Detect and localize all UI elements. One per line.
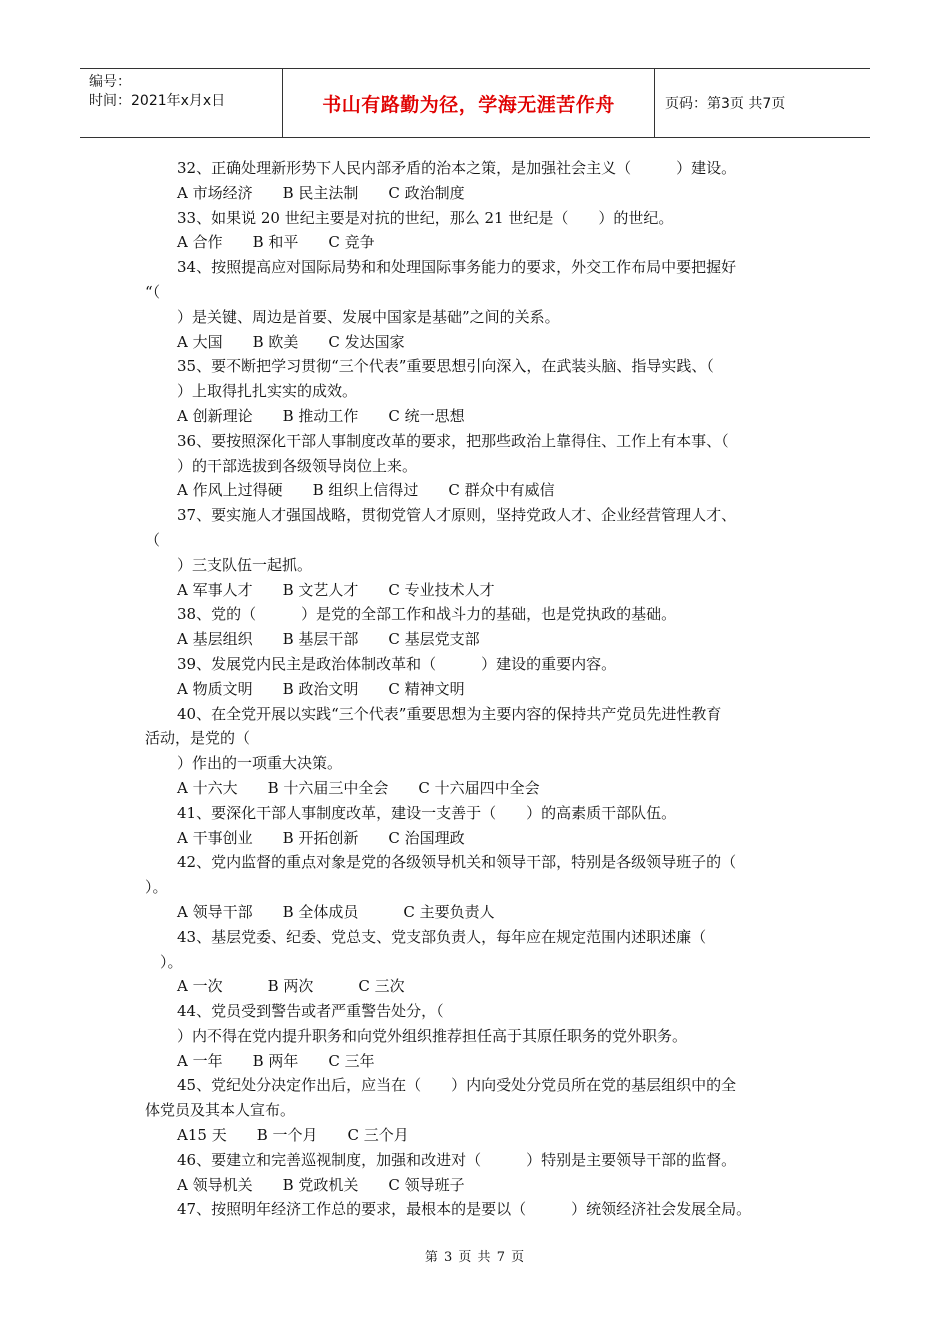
text-line: 44、党员受到警告或者严重警告处分，（	[177, 1002, 444, 1021]
header-meta	[80, 69, 283, 137]
text-line: 37、要实施人才强国战略，贯彻党管人才原则，坚持党政人才、企业经营管理人才、	[177, 506, 737, 525]
text-line: 42、党内监督的重点对象是党的各级领导机关和领导干部，特别是各级领导班子的（	[177, 853, 737, 872]
text-line: 33、如果说 20 世纪主要是对抗的世纪，那么 21 世纪是（ ）的世纪。	[177, 208, 674, 227]
page-footer: 第 3 页 共 7 页	[424, 1250, 526, 1265]
text-line: （	[145, 530, 161, 549]
header-motto-cell	[283, 69, 655, 137]
text-line: A 干事创业 B 开拓创新 C 治国理政	[177, 828, 465, 847]
text-line: A 基层组织 B 基层干部 C 基层党支部	[177, 630, 480, 649]
text-line: 34、按照提高应对国际局势和和处理国际事务能力的要求，外交工作布局中要把握好	[177, 258, 737, 277]
text-line: A 合作 B 和平 C 竞争	[177, 233, 375, 252]
text-line: ）三支队伍一起抓。	[177, 555, 313, 574]
text-line: 活动，是党的（	[145, 729, 251, 748]
text-line: A 物质文明 B 政治文明 C 精神文明	[177, 679, 465, 698]
text-line: 36、要按照深化干部人事制度改革的要求，把那些政治上靠得住、工作上有本事、（	[177, 431, 729, 450]
text-line: A 军事人才 B 文艺人才 C 专业技术人才	[177, 580, 495, 599]
text-line: A 创新理论 B 推动工作 C 统一思想	[177, 406, 465, 425]
text-line: ）。	[145, 878, 168, 897]
text-line: ）。	[145, 952, 183, 971]
text-line: 46、要建立和完善巡视制度，加强和改进对（ ）特别是主要领导干部的监督。	[177, 1150, 737, 1169]
text-line: 体党员及其本人宣布。	[145, 1101, 296, 1120]
document-number-label: 编号：	[89, 74, 131, 90]
text-line: A 作风上过得硬 B 组织上信得过 C 群众中有威信	[177, 481, 555, 500]
document-time-label: 时间：2021年x月x日	[89, 93, 226, 109]
text-line: A 十六大 B 十六届三中全会 C 十六届四中全会	[177, 778, 540, 797]
text-line: 38、党的（ ）是党的全部工作和战斗力的基础，也是党执政的基础。	[177, 605, 677, 624]
text-line: “（	[145, 282, 161, 301]
text-line: A 领导干部 B 全体成员 C 主要负责人	[177, 902, 495, 921]
text-line: A 一次 B 两次 C 三次	[177, 977, 405, 996]
text-line: A15 天 B 一个月 C 三个月	[177, 1126, 409, 1145]
text-line: 45、党纪处分决定作出后，应当在（ ）内向受处分党员所在党的基层组织中的全	[177, 1076, 737, 1095]
text-line: A 市场经济 B 民主法制 C 政治制度	[177, 183, 465, 202]
text-line: ）上取得扎扎实实的成效。	[177, 382, 358, 401]
text-line: A 大国 B 欧美 C 发达国家	[177, 332, 405, 351]
text-line: 35、要不断把学习贯彻“三个代表”重要思想引向深入，在武装头脑、指导实践、（	[177, 357, 714, 376]
text-line: 39、发展党内民主是政治体制改革和（ ）建设的重要内容。	[177, 654, 617, 673]
text-line: 43、基层党委、纪委、党总支、党支部负责人，每年应在规定范围内述职述廉（	[177, 927, 707, 946]
text-line: ）内不得在党内提升职务和向党外组织推荐担任高于其原任职务的党外职务。	[177, 1026, 688, 1045]
text-line: A 领导机关 B 党政机关 C 领导班子	[177, 1175, 465, 1194]
text-line: ）的干部选拔到各级领导岗位上来。	[177, 456, 418, 475]
text-line: A 一年 B 两年 C 三年	[177, 1051, 375, 1070]
text-line: 32、正确处理新形势下人民内部矛盾的治本之策，是加强社会主义（ ）建设。	[177, 159, 737, 177]
document-body	[145, 156, 810, 1222]
text-line: ）是关键、周边是首要、发展中国家是基础”之间的关系。	[177, 307, 560, 326]
page-header	[80, 68, 870, 138]
header-page-info: 页码：第3页 共7页	[665, 96, 786, 112]
text-line: 47、按照明年经济工作总的要求，最根本的是要以（ ）统领经济社会发展全局。	[177, 1200, 752, 1219]
text-line: 41、要深化干部人事制度改革，建设一支善于（ ）的高素质干部队伍。	[177, 803, 677, 822]
text-line: 40、在全党开展以实践“三个代表”重要思想为主要内容的保持共产党员先进性教育	[177, 704, 722, 723]
text-line: ）作出的一项重大决策。	[177, 754, 343, 773]
header-motto: 书山有路勤为径，学海无涯苦作舟	[322, 93, 615, 116]
